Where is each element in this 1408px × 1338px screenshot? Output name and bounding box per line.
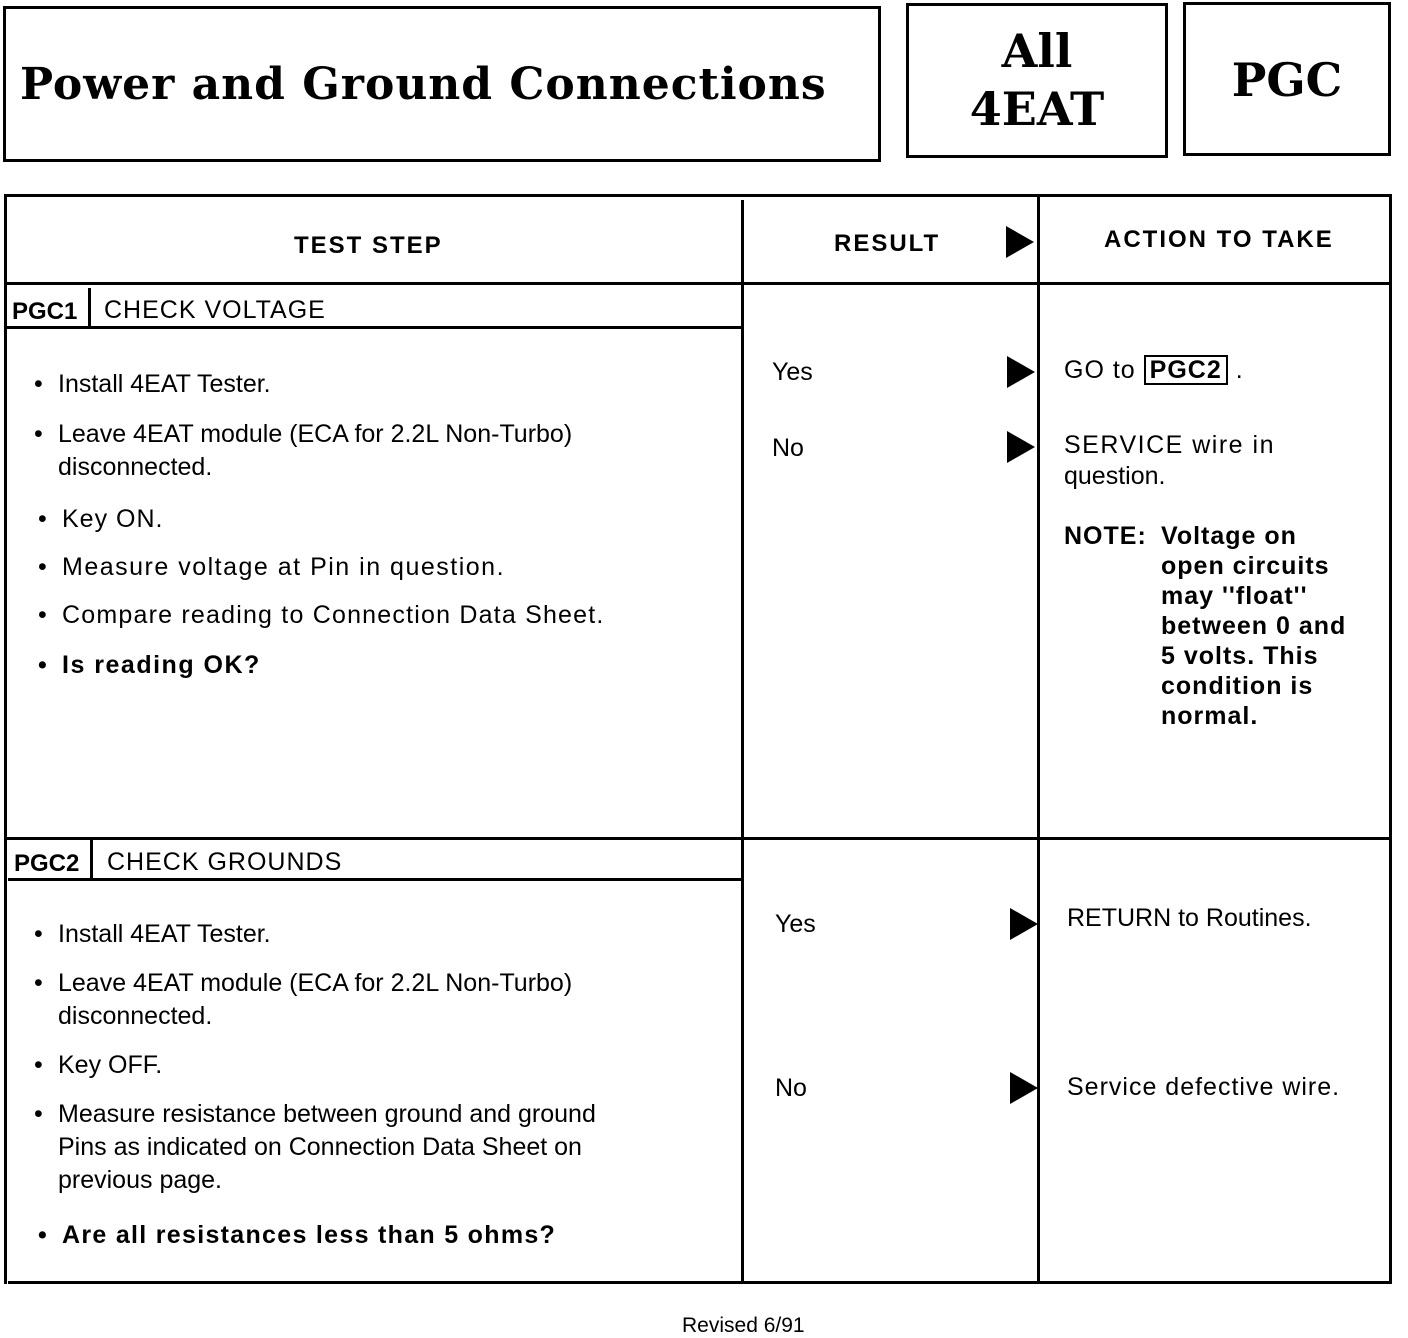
- col-header-result: RESULT: [834, 230, 941, 257]
- page-title: Power and Ground Connections: [20, 59, 827, 110]
- pgc2-bullet-2: • Leave 4EAT module (ECA for 2.2L Non-Turbo): [34, 969, 573, 997]
- step-title-pgc1: CHECK VOLTAGE: [104, 296, 326, 324]
- pgc1-no-arrow-icon: [1007, 431, 1035, 463]
- pgc2-result-yes: Yes: [775, 910, 816, 938]
- pgc2-bullet-5: • Are all resistances less than 5 ohms?: [38, 1221, 557, 1249]
- applicability-line-1: All: [1001, 24, 1073, 78]
- col-divider-1: [741, 200, 744, 1282]
- pgc2-yes-arrow-icon: [1010, 908, 1038, 940]
- header-row-divider: [4, 282, 1392, 285]
- table-border-bottom: [8, 1281, 1392, 1284]
- step-code-pgc1: PGC1: [12, 298, 78, 325]
- note-line-1: Voltage on: [1161, 522, 1297, 550]
- pgc2-bullet-2-cont: disconnected.: [58, 1002, 213, 1030]
- col-header-test-step: TEST STEP: [294, 232, 443, 259]
- pgc1-code-divider: [88, 288, 91, 328]
- pgc2-bullet-4-cont-1: Pins as indicated on Connection Data Sheet on: [58, 1133, 582, 1161]
- pgc2-bullet-1: • Install 4EAT Tester.: [34, 920, 271, 948]
- pgc1-bullet-4: • Measure voltage at Pin in question.: [38, 553, 506, 581]
- section-code-box: [1183, 2, 1391, 156]
- section-code: PGC: [1231, 53, 1343, 107]
- note-line-4: between 0 and: [1161, 612, 1347, 640]
- pgc1-bullet-2-cont: disconnected.: [58, 453, 213, 481]
- pgc2-bullet-4-cont-2: previous page.: [58, 1166, 223, 1194]
- note-line-5: 5 volts. This: [1161, 642, 1319, 670]
- note-line-6: condition is: [1161, 672, 1314, 700]
- col-header-action: ACTION TO TAKE: [1104, 226, 1334, 253]
- pgc1-action-no-line2: question.: [1064, 462, 1166, 490]
- pgc2-bullet-3: • Key OFF.: [34, 1051, 163, 1079]
- title-box: [3, 6, 881, 162]
- pgc1-bullet-2: • Leave 4EAT module (ECA for 2.2L Non-Turbo): [34, 420, 573, 448]
- table-border-left: [4, 194, 7, 1284]
- pgc2-title-underline: [8, 878, 743, 881]
- pgc2-bullet-4: • Measure resistance between ground and ground: [34, 1100, 596, 1128]
- pgc1-title-underline: [6, 326, 743, 329]
- note-line-2: open circuits: [1161, 552, 1330, 580]
- pgc1-bullet-6: • Is reading OK?: [38, 651, 261, 679]
- revision-note: Revised 6/91: [682, 1314, 805, 1337]
- pgc1-bullet-1: • Install 4EAT Tester.: [34, 370, 271, 398]
- pgc1-action-yes: GO to PGC2 .: [1064, 356, 1244, 384]
- pgc1-result-no: No: [772, 434, 804, 462]
- applicability-line-2: 4EAT: [969, 82, 1105, 136]
- step-title-pgc2: CHECK GROUNDS: [107, 848, 343, 876]
- table-border-top: [4, 194, 1392, 197]
- pgc2-action-yes: RETURN to Routines.: [1067, 904, 1312, 932]
- step-ref-pgc2[interactable]: PGC2: [1144, 355, 1228, 385]
- step-code-pgc2: PGC2: [14, 850, 80, 877]
- pgc1-bullet-5: • Compare reading to Connection Data Sheet.: [38, 601, 605, 629]
- step-row-divider: [4, 837, 1392, 840]
- result-header-arrow-icon: [1006, 226, 1034, 258]
- pgc1-yes-arrow-icon: [1007, 356, 1035, 388]
- table-border-right: [1389, 194, 1392, 1284]
- note-line-7: normal.: [1161, 702, 1259, 730]
- pgc2-action-no: Service defective wire.: [1067, 1073, 1341, 1101]
- pgc1-bullet-3: • Key ON.: [38, 505, 164, 533]
- pgc2-no-arrow-icon: [1010, 1072, 1038, 1104]
- pgc1-result-yes: Yes: [772, 358, 813, 386]
- col-divider-2: [1037, 196, 1040, 1282]
- pgc2-result-no: No: [775, 1074, 807, 1102]
- applicability-box: [906, 3, 1168, 158]
- test-table: [4, 194, 1394, 1286]
- note-label: NOTE:: [1064, 522, 1147, 550]
- note-line-3: may ''float'': [1161, 582, 1308, 610]
- pgc2-code-divider: [90, 840, 93, 880]
- pgc1-action-no-line1: SERVICE wire in: [1064, 431, 1275, 459]
